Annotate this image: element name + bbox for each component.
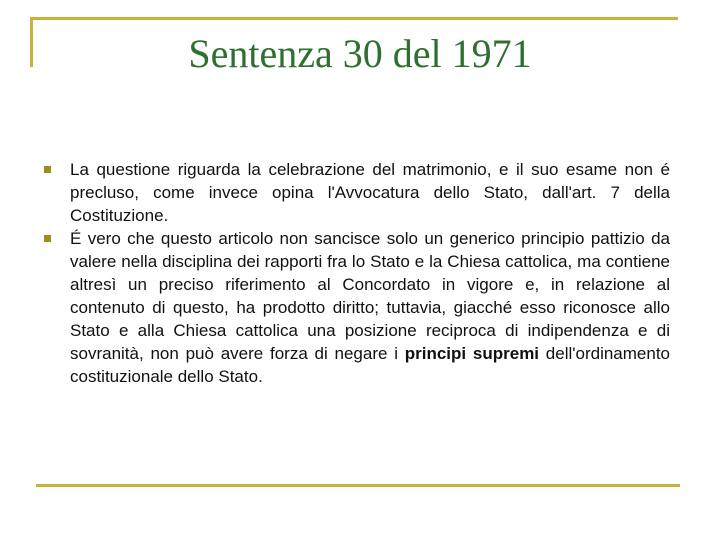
slide-title: Sentenza 30 del 1971 [188,31,532,76]
square-bullet-icon [44,166,51,173]
frame-bottom-line [36,484,680,487]
slide-content [44,158,670,388]
bullet-text-1: La questione riguarda la celebrazione del matrimonio, e il suo esame non é precluso, come invece opina l'Avvocatura dello Stato, dall'art. 7 della Costituzione. [70,160,670,225]
bullet-item-1 [44,158,670,227]
bullet-text-2-bold: principi supremi [404,344,540,363]
bullet-item-2 [44,227,670,388]
bullet-text-2-after: dell'ordinamento costituzionale dello Stato. [70,344,671,386]
square-bullet-icon [44,235,51,242]
bullet-text-2 [70,227,670,388]
bullet-text-2-before: É vero che questo articolo non sancisce solo un generico principio pattizio da valere nella disciplina dei rapporti fra lo Stato e la Chiesa cattolica, ma contiene altresì un preciso riferimento al Concordato in vigore e, in relazione al contenuto di questo, ha prodotto diritto; tuttavia, giacché esso riconosce allo Stato e alla Chiesa cattolica una posizione reciproca di indipendenza e di sovranità, non può avere forza di negare i [70,229,670,363]
frame-top-line [30,17,678,20]
